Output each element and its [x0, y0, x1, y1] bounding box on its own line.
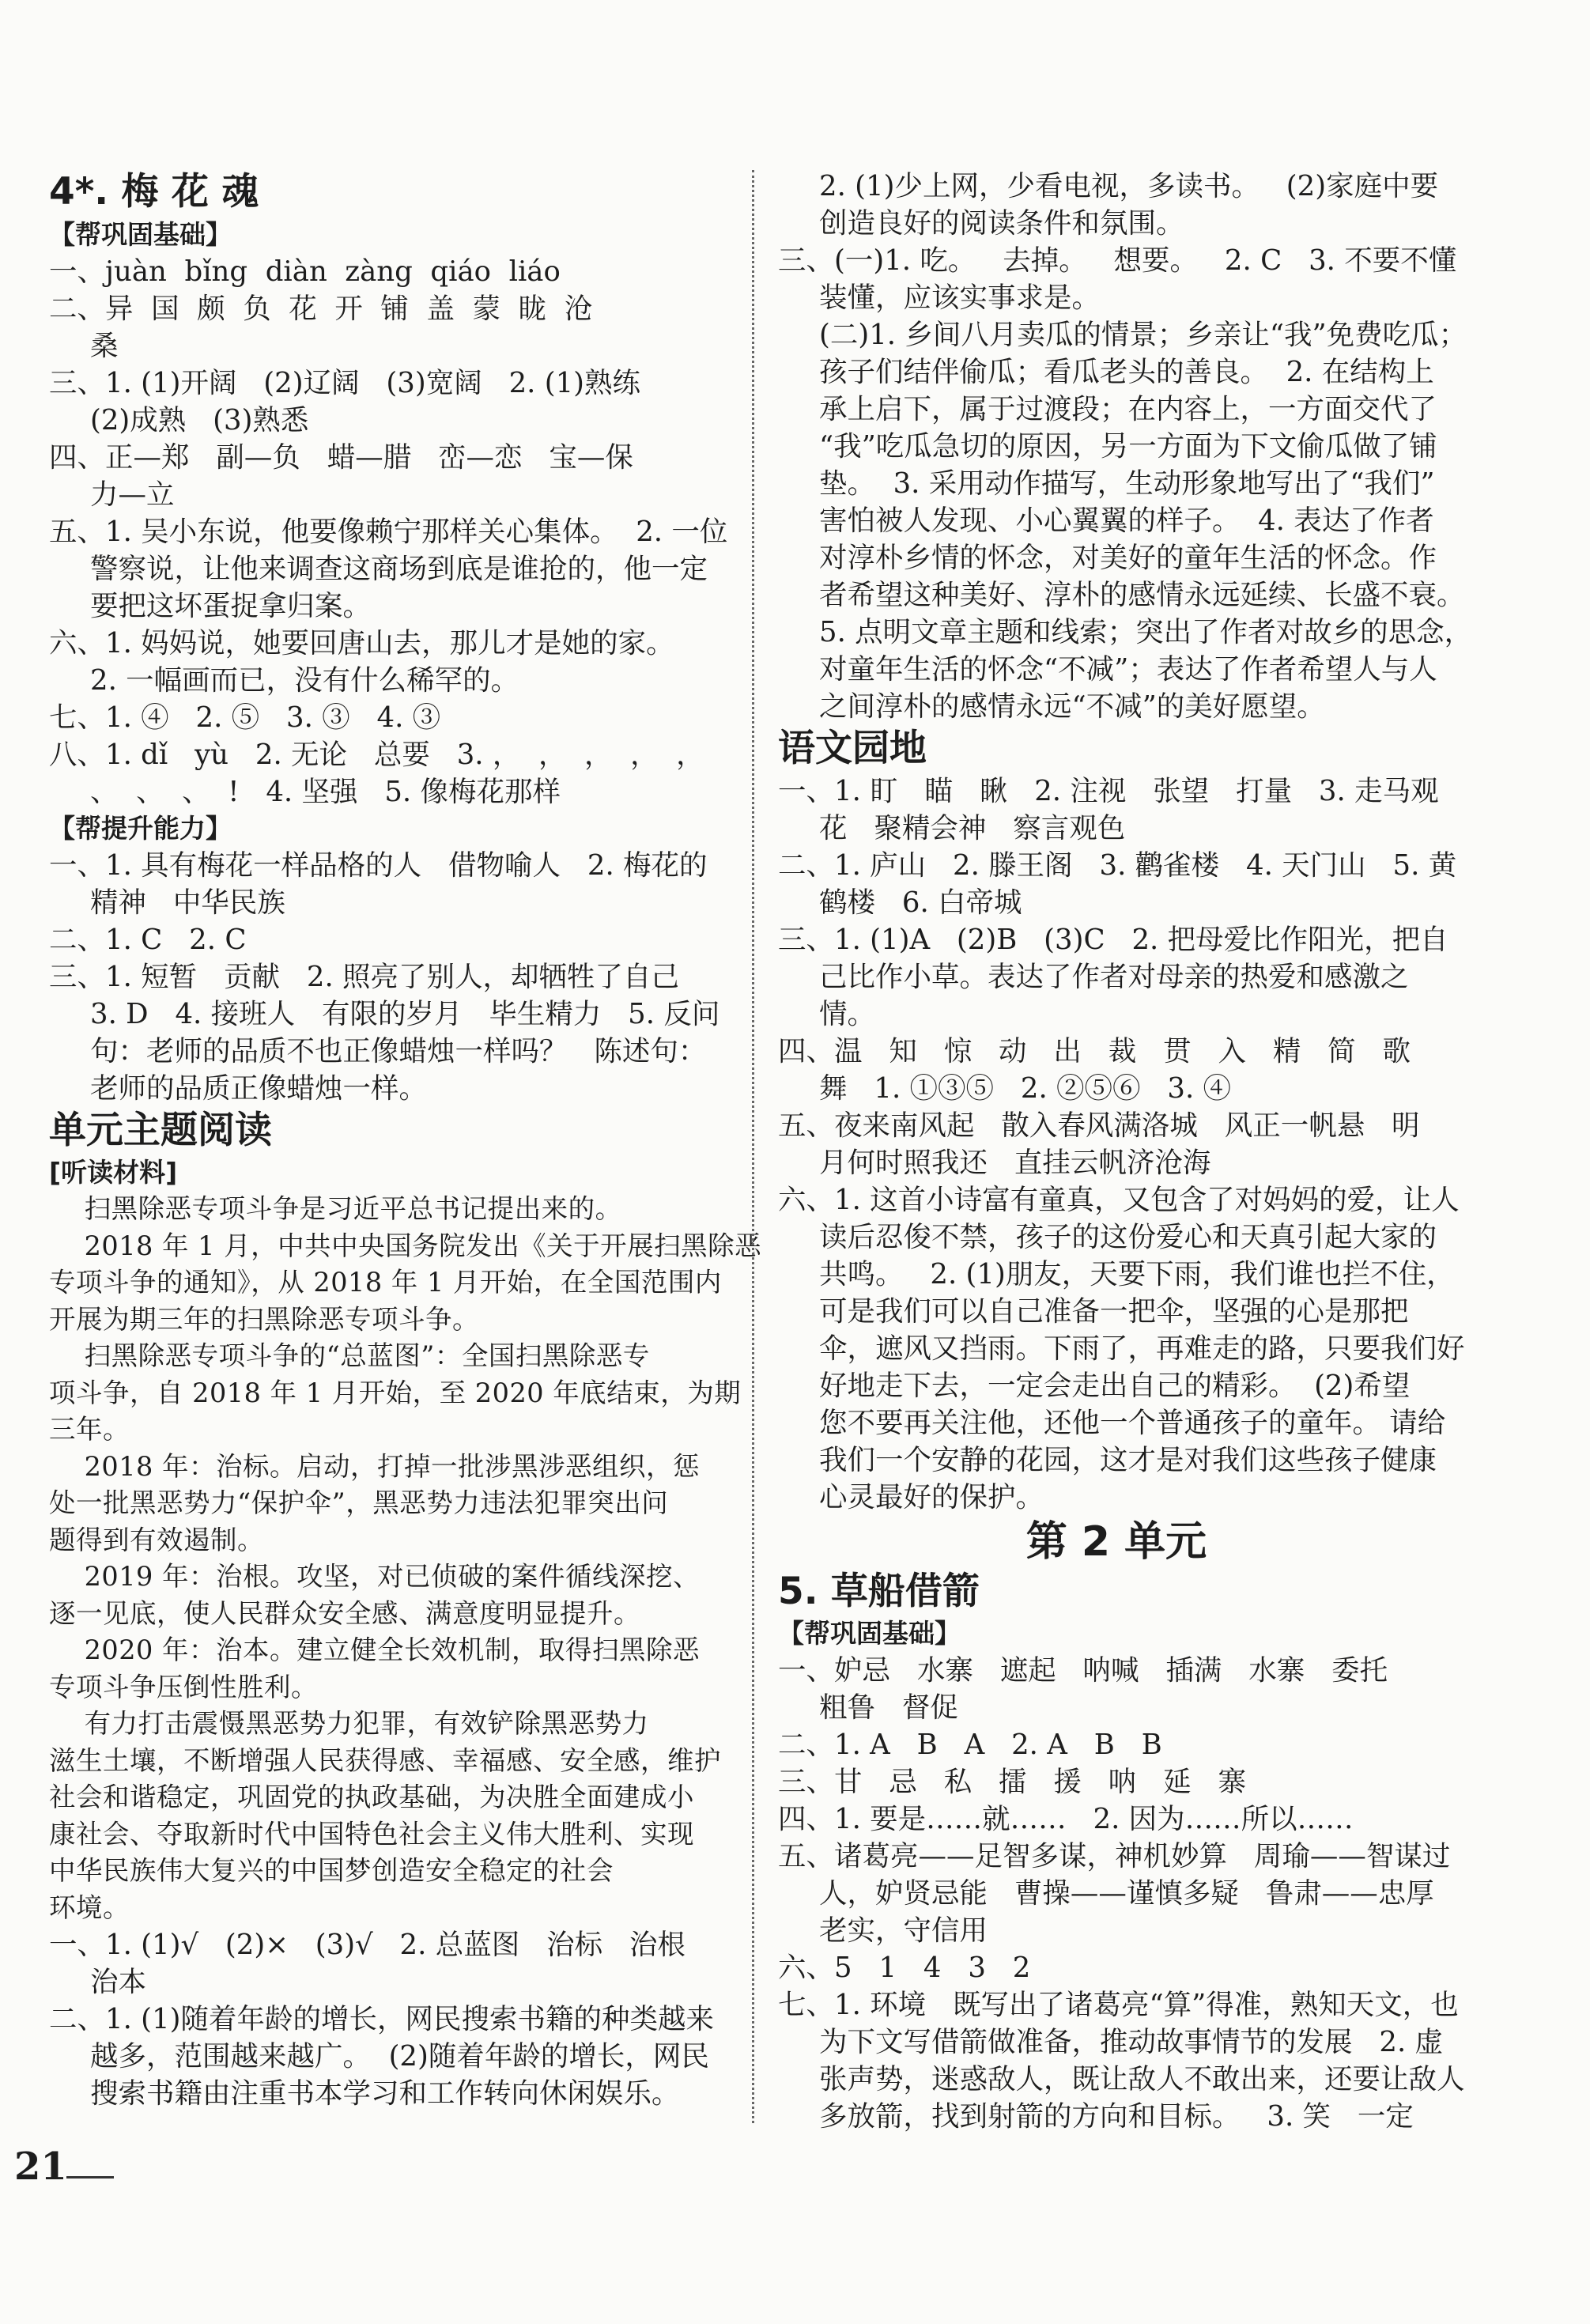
answer-line: 五、1. 吴小东说，他要像赖宁那样关心集体。 2. 一位: [49, 516, 728, 548]
left-column: [49, 168, 762, 2112]
answer-continuation: 承上启下，属于过渡段；在内容上，一方面交代了: [819, 393, 1437, 425]
answer-line: 二、1. C 2. C: [49, 924, 247, 956]
answer-line: 四、1. 要是……就…… 2. 因为……所以……: [778, 1803, 1354, 1835]
answer-continuation: 共鸣。 2. (1)朋友，天要下雨，我们谁也拦不住，: [819, 1258, 1455, 1290]
column-divider: [752, 170, 754, 2123]
answer-continuation: 对淳朴乡情的怀念，对美好的童年生活的怀念。作: [819, 542, 1437, 574]
answer-continuation: 警察说，让他来调查这商场到底是谁抢的，他一定: [90, 553, 708, 585]
answer-continuation: 鹤楼 6. 白帝城: [819, 886, 1022, 919]
answer-line: 五、夜来南风起 散入春风满洛城 风正一帆悬 明: [778, 1109, 1420, 1142]
answer-line: 一、1. 具有梅花一样品格的人 借物喻人 2. 梅花的: [49, 849, 708, 882]
page-number-rule: [66, 2176, 114, 2179]
answer-continuation: 越多，范围越来越广。 (2)随着年龄的增长，网民: [90, 2040, 709, 2073]
answer-continuation: 老实，守信用: [819, 1914, 988, 1947]
reading-material-line: 专项斗争压倒性胜利。: [49, 1671, 318, 1702]
answer-continuation: 情。: [819, 998, 876, 1030]
answer-continuation: 5. 点明文章主题和线索；突出了作者对故乡的思念，: [819, 616, 1473, 648]
answer-continuation: 2. (1)少上网，少看电视，多读书。 (2)家庭中要: [819, 170, 1439, 202]
reading-material-line: 开展为期三年的扫黑除恶专项斗争。: [49, 1303, 479, 1335]
subsection-label: 【帮巩固基础】: [778, 1618, 961, 1649]
answer-continuation: 害怕被人发现、小心翼翼的样子。 4. 表达了作者: [819, 504, 1434, 537]
subsection-label: [听读材料]: [49, 1157, 178, 1188]
reading-material-line: 社会和谐稳定，巩固党的执政基础，为决胜全面建成小: [49, 1782, 694, 1812]
answer-continuation: 粗鲁 督促: [819, 1691, 958, 1724]
answer-continuation: 孩子们结伴偷瓜；看瓜老头的善良。 2. 在结构上: [819, 356, 1434, 388]
reading-material-line: 题得到有效遏制。: [49, 1524, 264, 1555]
answer-continuation: 2. 一幅画而已，没有什么稀罕的。: [90, 664, 519, 697]
reading-material-line: 扫黑除恶专项斗争是习近平总书记提出来的。: [49, 1193, 622, 1224]
answer-line: 二、1. 庐山 2. 滕王阁 3. 鹳雀楼 4. 天门山 5. 黄: [778, 849, 1457, 882]
reading-material-line: 三年。: [49, 1414, 130, 1445]
answer-continuation: (二)1. 乡间八月卖瓜的情景；乡亲让“我”免费吃瓜；: [819, 319, 1467, 351]
answer-continuation: 读后忍俊不禁，孩子的这份爱心和天真引起大家的: [819, 1221, 1437, 1253]
answer-continuation: 垫。 3. 采用动作描写，生动形象地写出了“我们”: [819, 467, 1435, 500]
answer-continuation: 创造良好的阅读条件和氛围。: [819, 207, 1184, 240]
answer-continuation: 要把这坏蛋捉拿归案。: [90, 590, 372, 622]
reading-material-line: 专项斗争的通知》，从 2018 年 1 月开始，在全国范围内: [49, 1267, 722, 1298]
answer-line: 一、1. 盯 瞄 瞅 2. 注视 张望 打量 3. 走马观: [778, 775, 1439, 807]
reading-material-line: 处一批黑恶势力“保护伞”，黑恶势力违法犯罪突出问: [49, 1487, 669, 1518]
reading-material-line: 扫黑除恶专项斗争的“总蓝图”：全国扫黑除恶专: [49, 1340, 650, 1371]
answer-line: 七、1. ④ 2. ⑤ 3. ③ 4. ③: [49, 701, 441, 734]
answer-continuation: 己比作小草。表达了作者对母亲的热爱和感激之: [819, 961, 1409, 993]
answer-continuation: (2)成熟 (3)熟悉: [90, 404, 309, 436]
reading-material-line: 2020 年：治本。建立健全长效机制，取得扫黑除恶: [49, 1634, 700, 1665]
answer-line: 六、5 1 4 3 2: [778, 1952, 1031, 1984]
answer-continuation: 3. D 4. 接班人 有限的岁月 毕生精力 5. 反问: [90, 998, 720, 1030]
reading-material-line: 康社会、夺取新时代中国特色社会主义伟大胜利、实现: [49, 1818, 694, 1850]
answer-continuation: 心灵最好的保护。: [819, 1481, 1044, 1513]
answer-continuation: 治本: [90, 1966, 147, 1998]
answer-continuation: 月何时照我还 直挂云帆济沧海: [819, 1147, 1211, 1179]
answer-line: 七、1. 环境 既写出了诸葛亮“算”得准，熟知天文，也: [778, 1989, 1459, 2021]
answer-continuation: 为下文写借箭做准备，推动故事情节的发展 2. 虚: [819, 2026, 1444, 2058]
answer-continuation: 可是我们可以自己准备一把伞，坚强的心是那把: [819, 1295, 1409, 1328]
answer-line: 三、1. (1)A (2)B (3)C 2. 把母爱比作阳光，把自: [778, 924, 1448, 956]
section-title: 单元主题阅读: [49, 1109, 272, 1152]
reading-material-line: 2019 年：治根。攻坚，对已侦破的案件循线深挖、: [49, 1561, 700, 1592]
page-number: 21: [14, 2145, 67, 2189]
answer-continuation: 装懂，应该实事求是。: [819, 282, 1101, 314]
reading-material-line: 中华民族伟大复兴的中国梦创造安全稳定的社会: [49, 1855, 614, 1886]
answer-continuation: 搜索书籍由注重书本学习和工作转向休闲娱乐。: [90, 2077, 680, 2110]
answer-continuation: 、 、 、 ! 4. 坚强 5. 像梅花那样: [90, 776, 561, 808]
answer-line: 二、1. A B A 2. A B B: [778, 1729, 1162, 1761]
answer-line: 四、温 知 惊 动 出 裁 贯 入 精 简 歌: [778, 1035, 1411, 1068]
subsection-label: 【帮提升能力】: [49, 813, 232, 844]
answer-continuation: 您不要再关注他，还他一个普通孩子的童年。 请给: [819, 1407, 1446, 1439]
answer-line: 五、诸葛亮——足智多谋，神机妙算 周瑜——智谋过: [778, 1840, 1451, 1872]
answer-continuation: 桑: [90, 330, 119, 362]
answer-line: 三、1. 短暂 贡献 2. 照亮了别人，却牺牲了自己: [49, 961, 680, 993]
answer-continuation: 力—立: [90, 478, 175, 511]
answer-line: 四、正—郑 副—负 蜡—腊 峦—恋 宝—保: [49, 441, 633, 474]
answer-continuation: 我们一个安静的花园，这才是对我们这些孩子健康: [819, 1444, 1437, 1476]
answer-line: 三、1. (1)开阔 (2)辽阔 (3)宽阔 2. (1)熟练: [49, 367, 641, 399]
reading-material-line: 逐一见底，使人民群众安全感、满意度明显提升。: [49, 1597, 640, 1629]
answer-line: 二、1. (1)随着年龄的增长，网民搜索书籍的种类越来: [49, 2003, 714, 2035]
answer-continuation: 伞，遮风又挡雨。下雨了，再难走的路，只要我们好: [819, 1332, 1465, 1365]
answer-line: 三、甘 忌 私 擂 援 呐 延 寨: [778, 1766, 1246, 1798]
answer-line: 二、异 国 颇 负 花 开 铺 盖 蒙 眬 沧: [49, 293, 593, 325]
answer-line: 三、(一)1. 吃。 去掉。 想要。 2. C 3. 不要不懂: [778, 244, 1457, 277]
right-column: [778, 168, 1473, 2135]
answer-continuation: 花 聚精会神 察言观色: [819, 812, 1126, 845]
answer-line: 六、1. 妈妈说，她要回唐山去，那儿才是她的家。: [49, 627, 674, 659]
section-title: 语文园地: [778, 727, 927, 770]
answer-line: 八、1. dǐ yù 2. 无论 总要 3. ， ， ， ， ，: [49, 739, 704, 771]
lesson-title: 4*. 梅 花 魂: [49, 170, 259, 214]
reading-material-line: 有力打击震慑黑恶势力犯罪，有效铲除黑恶势力: [49, 1708, 649, 1739]
reading-material-line: 项斗争，自 2018 年 1 月开始，至 2020 年底结束，为期: [49, 1377, 742, 1408]
answer-continuation: 人，妒贤忌能 曹操——谨慎多疑 鲁肃——忠厚: [819, 1877, 1434, 1910]
answer-continuation: 对童年生活的怀念“不减”；表达了作者希望人与人: [819, 653, 1437, 686]
section-title: 5. 草船借箭: [778, 1570, 980, 1613]
answer-continuation: 好地走下去，一定会走出自己的精彩。 (2)希望: [819, 1370, 1411, 1402]
answer-continuation: 舞 1. ①③⑤ 2. ②⑤⑥ 3. ④: [819, 1072, 1232, 1105]
answer-continuation: “我”吃瓜急切的原因，另一方面为下文偷瓜做了铺: [819, 430, 1437, 463]
answer-line: 一、juàn bǐng diàn zàng qiáo liáo: [49, 255, 561, 288]
reading-material-line: 滋生土壤，不断增强人民获得感、幸福感、安全感，维护: [49, 1744, 721, 1776]
answer-continuation: 句：老师的品质不也正像蜡烛一样吗？ 陈述句：: [90, 1035, 707, 1068]
answer-line: 六、1. 这首小诗富有童真，又包含了对妈妈的爱，让人: [778, 1184, 1460, 1216]
answer-continuation: 多放箭，找到射箭的方向和目标。 3. 笑 一定: [819, 2100, 1414, 2133]
answer-continuation: 精神 中华民族: [90, 886, 285, 919]
reading-material-line: 环境。: [49, 1891, 130, 1923]
answer-line: 一、妒忌 水寨 遮起 呐喊 插满 水寨 委托: [778, 1654, 1388, 1687]
answer-continuation: 老师的品质正像蜡烛一样。: [90, 1072, 428, 1105]
unit-title: 第 2 单元: [1025, 1518, 1207, 1566]
answer-continuation: 张声势，迷惑敌人，既让敌人不敢出来，还要让敌人: [819, 2063, 1465, 2095]
reading-material-line: 2018 年 1 月，中共中央国务院发出《关于开展扫黑除恶: [49, 1230, 762, 1261]
answer-continuation: 之间淳朴的感情永远“不减”的美好愿望。: [819, 690, 1325, 723]
answer-line: 一、1. (1)√ (2)× (3)√ 2. 总蓝图 治标 治根: [49, 1929, 685, 1961]
subsection-label: 【帮巩固基础】: [49, 219, 232, 250]
reading-material-line: 2018 年：治标。启动，打掉一批涉黑涉恶组织，惩: [49, 1450, 700, 1482]
answer-continuation: 者希望这种美好、淳朴的感情永远延续、长盛不衰。: [819, 579, 1465, 611]
